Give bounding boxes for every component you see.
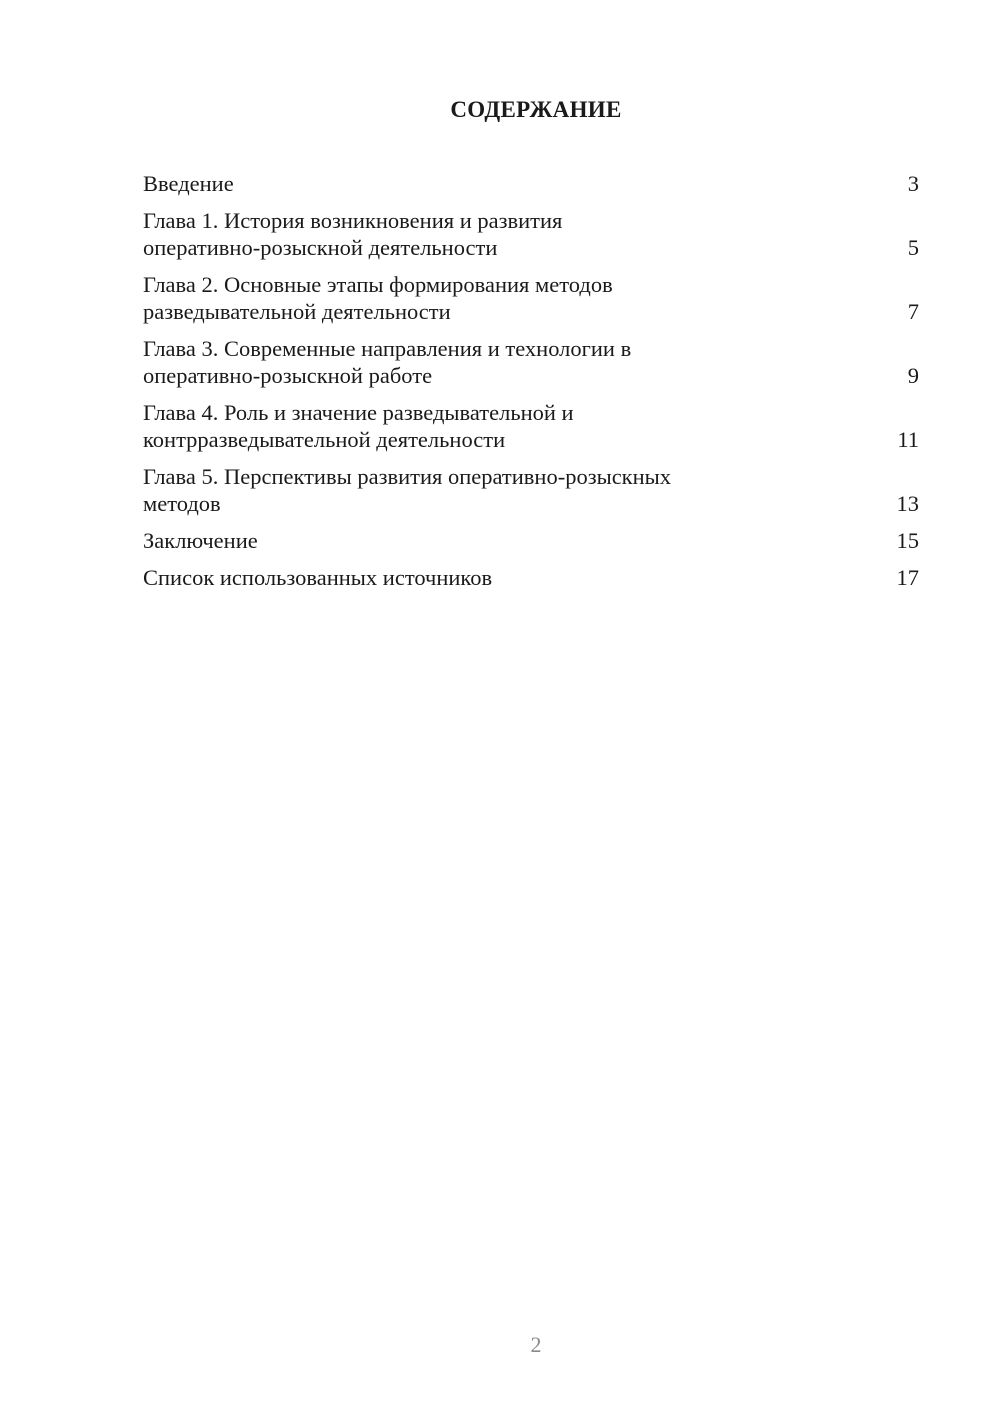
toc-entry-page-number: 5 xyxy=(907,235,919,260)
page-number: 2 xyxy=(530,1332,542,1357)
toc-entry-line: Глава 5. Перспективы развития оперативно-розыскных xyxy=(143,464,672,489)
toc-entry-line: Введение xyxy=(143,171,234,196)
toc-entry-page-number: 15 xyxy=(896,528,919,553)
toc-entry-text xyxy=(143,207,763,261)
toc-entry-chapter-4[interactable] xyxy=(143,399,919,453)
toc-entry-conclusion[interactable] xyxy=(143,527,919,554)
toc-entry-introduction[interactable] xyxy=(143,170,919,197)
toc-entry-text xyxy=(143,170,763,197)
toc-entry-line: контрразведывательной деятельности xyxy=(143,427,506,452)
toc-entry-references[interactable] xyxy=(143,564,919,591)
toc-entry-page-number: 17 xyxy=(896,565,919,590)
toc-entry-page-number: 13 xyxy=(896,491,919,516)
toc-entry-page-number: 3 xyxy=(907,171,919,196)
toc-entry-line: Список использованных источников xyxy=(143,565,493,590)
toc-entry-line: Глава 4. Роль и значение разведывательной и xyxy=(143,400,574,425)
toc-entry-chapter-1[interactable] xyxy=(143,207,919,261)
toc-entry-page-number: 9 xyxy=(907,363,919,388)
toc-entry-chapter-3[interactable] xyxy=(143,335,919,389)
toc-entry-page-number: 7 xyxy=(907,299,919,324)
toc-entry-text xyxy=(143,564,763,591)
page-title: СОДЕРЖАНИЕ xyxy=(450,97,622,122)
toc-entry-line: методов xyxy=(143,491,221,516)
toc-entry-chapter-2[interactable] xyxy=(143,271,919,325)
toc-entry-page-number: 11 xyxy=(897,427,919,452)
toc-entry-line: разведывательной деятельности xyxy=(143,299,451,324)
toc-entry-text xyxy=(143,463,763,517)
toc-entry-line: оперативно-розыскной работе xyxy=(143,363,433,388)
toc-entry-text xyxy=(143,271,763,325)
toc-entry-line: Глава 2. Основные этапы формирования методов xyxy=(143,272,613,297)
toc-entry-chapter-5[interactable] xyxy=(143,463,919,517)
toc-entry-line: Заключение xyxy=(143,528,258,553)
toc-entry-line: оперативно-розыскной деятельности xyxy=(143,235,498,260)
table-of-contents xyxy=(143,170,919,601)
toc-entry-line: Глава 1. История возникновения и развития xyxy=(143,208,563,233)
toc-entry-line: Глава 3. Современные направления и технологии в xyxy=(143,336,632,361)
toc-entry-text xyxy=(143,527,763,554)
toc-entry-text xyxy=(143,335,763,389)
toc-entry-text xyxy=(143,399,763,453)
